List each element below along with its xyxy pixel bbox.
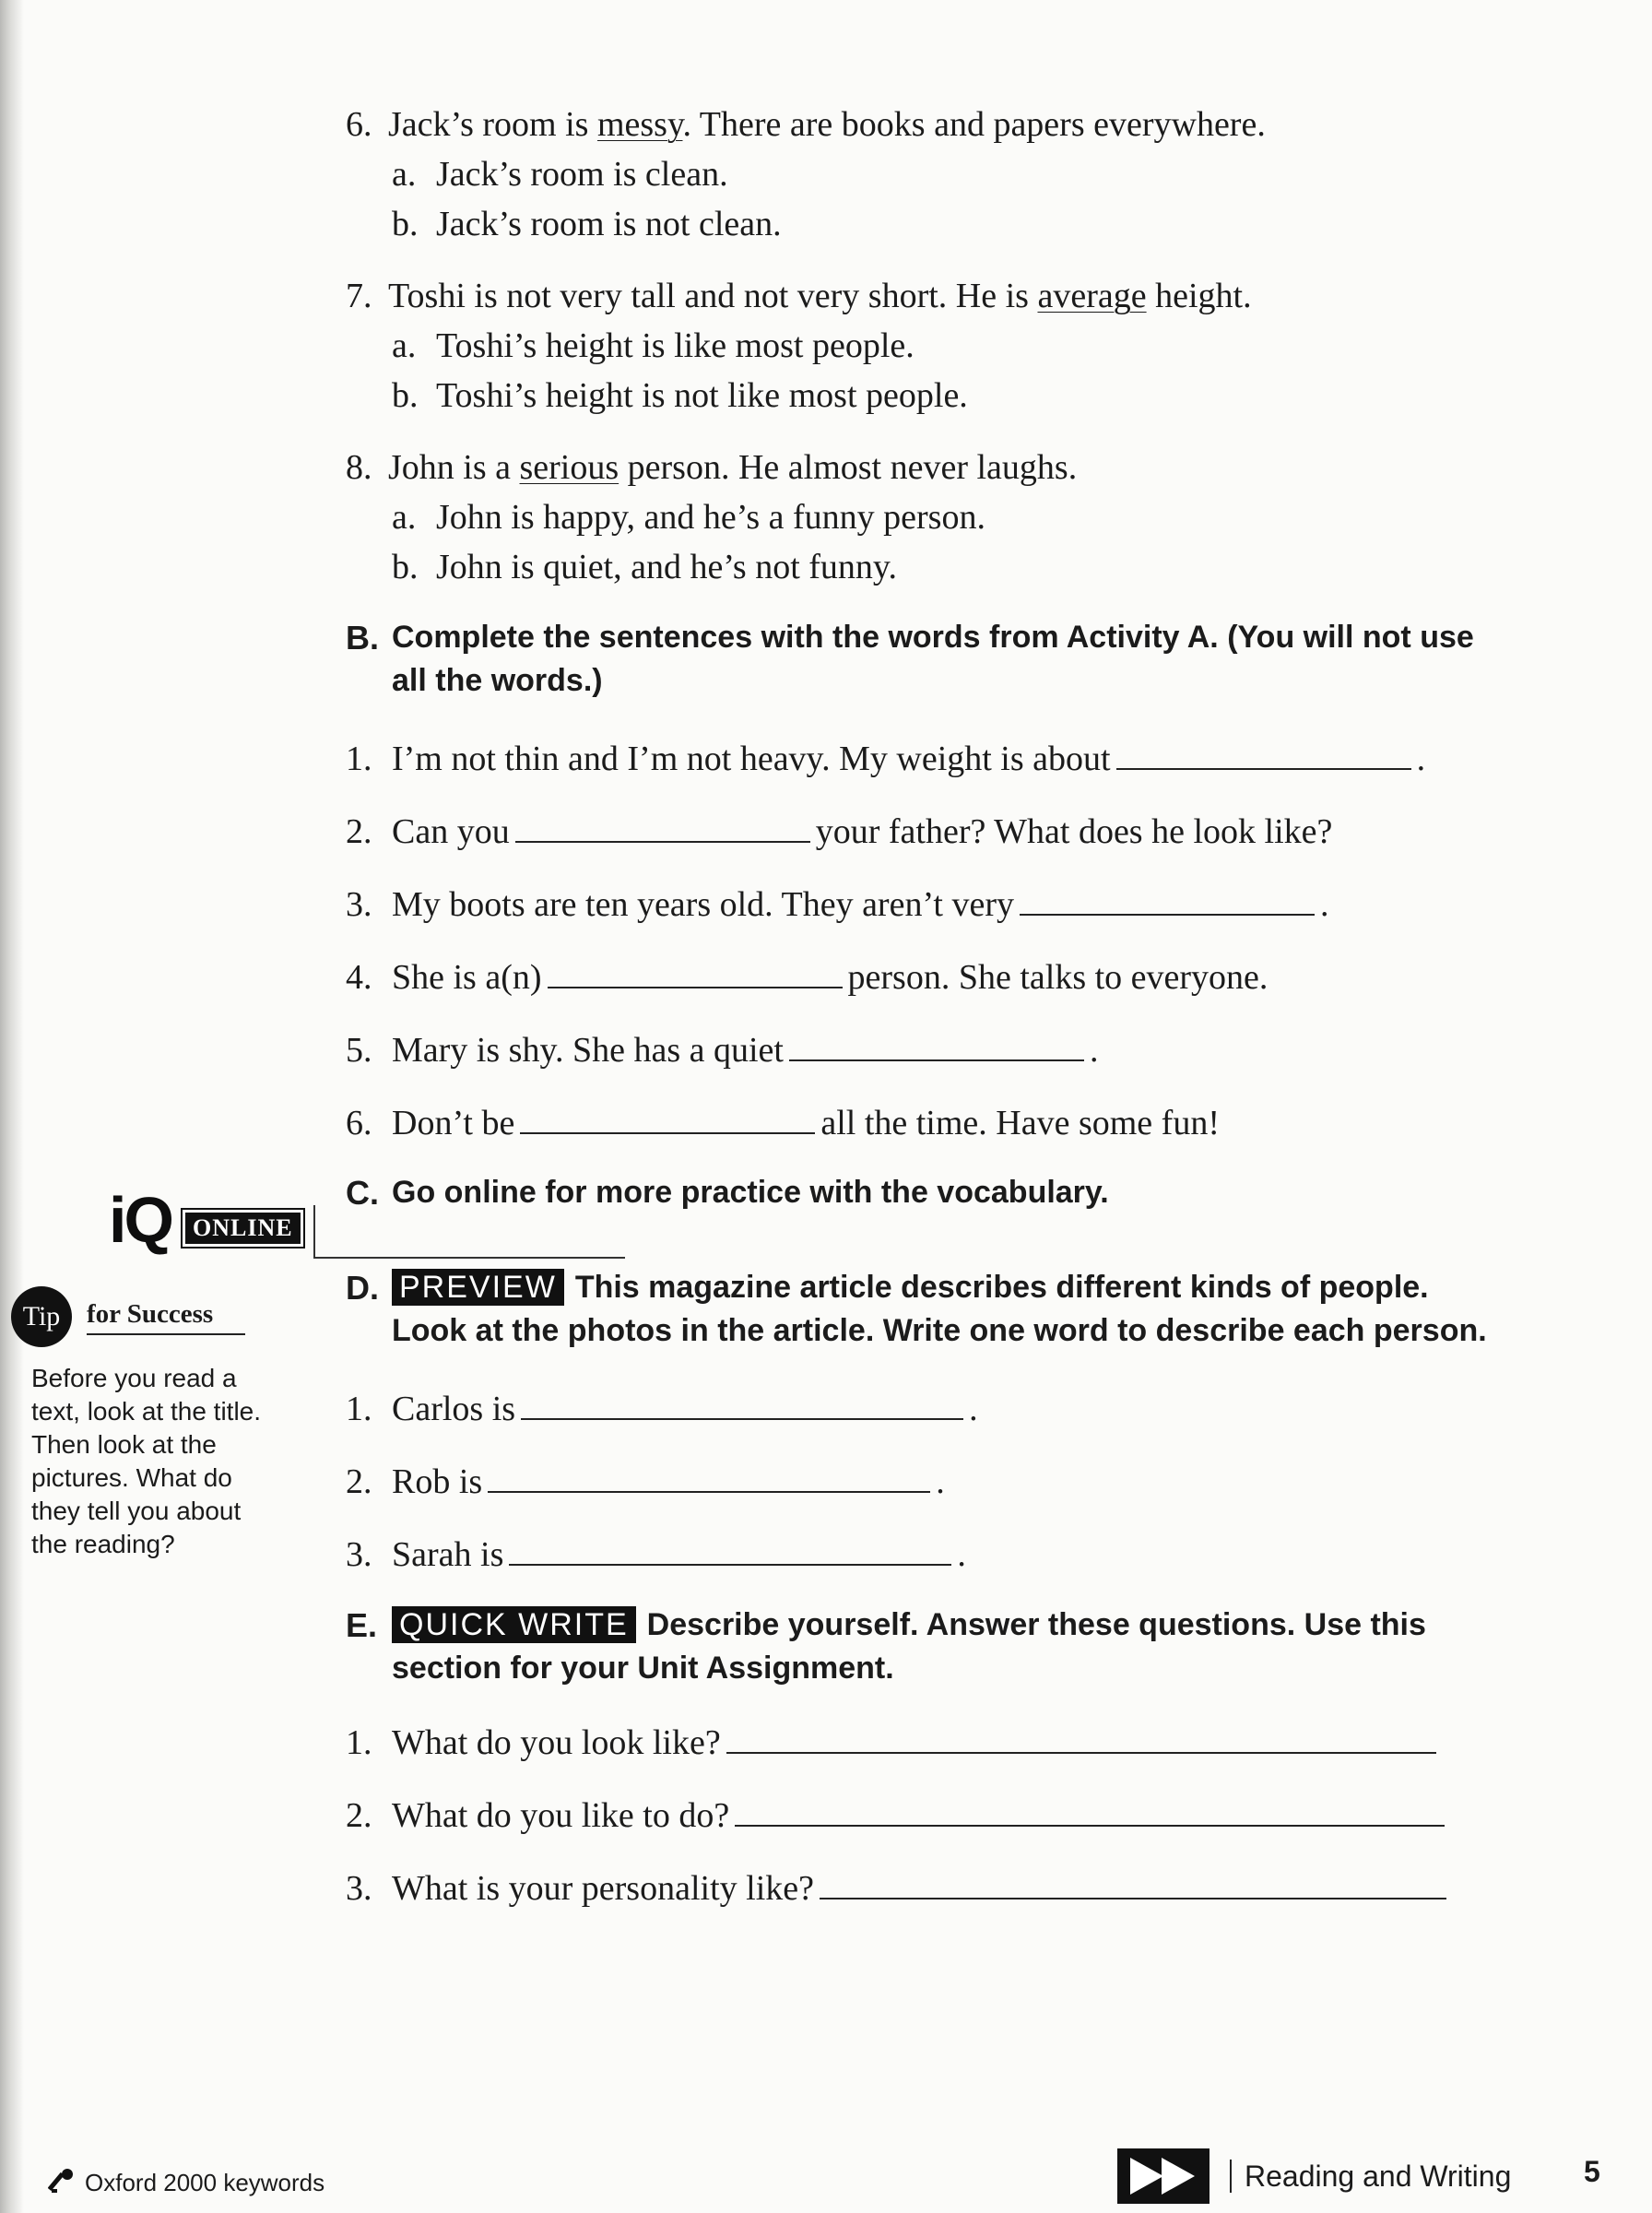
activity-instruction: Go online for more practice with the vocabulary.: [392, 1175, 1109, 1210]
option-a: [346, 149, 1498, 199]
answer-blank[interactable]: [789, 1028, 1084, 1061]
vocab-word-serious: serious: [519, 448, 620, 487]
option-b: [346, 199, 1498, 249]
answer-blank[interactable]: [521, 1387, 963, 1420]
iq-underline: [313, 1257, 625, 1259]
item-number: 1.: [346, 1723, 372, 1762]
answer-blank[interactable]: [520, 1101, 815, 1134]
online-label: ONLINE: [183, 1210, 303, 1247]
tip-title: for Success: [87, 1299, 245, 1335]
worksheet-content: [346, 100, 1498, 1936]
item-text: My boots are ten years old. They aren’t very: [392, 885, 1015, 924]
iq-online-badge: [109, 1185, 330, 1259]
activity-d-heading: [346, 1266, 1498, 1353]
tip-body: Before you read a text, look at the title. Then look at the pictures. What do they tell you about the reading?: [31, 1364, 262, 1558]
activity-d: [346, 1266, 1498, 1580]
answer-blank[interactable]: [1116, 737, 1411, 770]
activity-e-heading: [346, 1604, 1498, 1690]
item-text-end: all the time. Have some fun!: [820, 1104, 1220, 1142]
question-number: 8.: [346, 448, 372, 487]
answer-blank[interactable]: [488, 1460, 930, 1493]
activity-c: [346, 1171, 1498, 1214]
fill-in-item: [346, 880, 1498, 929]
vocab-question-8: [346, 443, 1498, 592]
item-text: Sarah is: [392, 1535, 504, 1574]
option-letter: a.: [392, 498, 417, 537]
option-a: [346, 492, 1498, 542]
fill-in-item: [346, 1384, 1498, 1434]
option-b: [346, 371, 1498, 420]
answer-line[interactable]: [735, 1793, 1445, 1827]
option-a: [346, 321, 1498, 371]
item-number: 2.: [346, 1796, 372, 1835]
question-item: [346, 1718, 1498, 1768]
item-text: Carlos is: [392, 1390, 516, 1428]
section-label: Reading and Writing: [1245, 2159, 1512, 2193]
vocab-word-messy: messy: [596, 105, 683, 144]
answer-blank[interactable]: [1020, 882, 1315, 916]
item-text-end: .: [969, 1390, 978, 1428]
item-text-end: .: [957, 1535, 966, 1574]
vocab-question-7: [346, 271, 1498, 420]
option-b: [346, 542, 1498, 592]
option-letter: a.: [392, 326, 417, 365]
item-number: 2.: [346, 812, 372, 851]
key-icon: [48, 2167, 76, 2198]
item-number: 2.: [346, 1462, 372, 1501]
activity-letter: D.: [346, 1269, 379, 1307]
option-text: Toshi’s height is like most people.: [436, 326, 914, 365]
question-text-end: person. He almost never laughs.: [619, 448, 1078, 487]
item-number: 4.: [346, 958, 372, 997]
item-text-end: person. She talks to everyone.: [847, 958, 1268, 997]
item-text: I’m not thin and I’m not heavy. My weight is about: [392, 740, 1111, 778]
answer-blank[interactable]: [509, 1533, 951, 1566]
item-text: She is a(n): [392, 958, 542, 997]
question-text-start: Toshi is not very tall and not very short. He is: [388, 277, 1038, 315]
preview-tag: PREVIEW: [392, 1269, 564, 1306]
activity-letter: B.: [346, 619, 379, 657]
activity-e: [346, 1604, 1498, 1913]
answer-blank[interactable]: [515, 810, 810, 843]
fast-forward-icon: [1117, 2148, 1210, 2204]
fill-in-item: [346, 1530, 1498, 1580]
fill-in-item: [346, 1457, 1498, 1507]
option-text: John is happy, and he’s a funny person.: [436, 498, 985, 537]
item-number: 5.: [346, 1031, 372, 1070]
iq-logo: iQ: [109, 1184, 171, 1256]
item-text-end: .: [1089, 1031, 1099, 1070]
question-text-start: John is a: [388, 448, 520, 487]
item-text: What do you like to do?: [392, 1796, 730, 1835]
option-letter: a.: [392, 155, 417, 194]
iq-divider: [313, 1205, 315, 1257]
item-text: What is your personality like?: [392, 1869, 814, 1908]
question-text-end: height.: [1146, 277, 1252, 315]
activity-letter: E.: [346, 1606, 378, 1644]
section-footer: [1117, 2148, 1511, 2204]
answer-line[interactable]: [726, 1721, 1436, 1754]
item-text: Mary is shy. She has a quiet: [392, 1031, 784, 1070]
item-text: Can you: [392, 812, 510, 851]
book-spine-shadow: [0, 0, 24, 2213]
footer-separator: [1230, 2160, 1232, 2193]
activity-instruction: Describe yourself. Answer these questions. Use this section for your Unit Assignment.: [392, 1607, 1426, 1686]
question-number: 7.: [346, 277, 372, 315]
fill-in-item: [346, 1025, 1498, 1075]
fill-in-item: [346, 1098, 1498, 1148]
activity-b: [346, 616, 1498, 1148]
fill-in-item: [346, 953, 1498, 1002]
question-text-end: . There are books and papers everywhere.: [682, 105, 1266, 144]
item-number: 3.: [346, 1869, 372, 1908]
page-number: 5: [1584, 2155, 1600, 2188]
quick-write-tag: QUICK WRITE: [392, 1606, 636, 1643]
item-number: 6.: [346, 1104, 372, 1142]
answer-blank[interactable]: [548, 955, 843, 988]
vocab-word-average: average: [1037, 277, 1147, 315]
keywords-label: Oxford 2000 keywords: [85, 2168, 325, 2196]
item-number: 1.: [346, 740, 372, 778]
question-text-start: Jack’s room is: [388, 105, 597, 144]
item-text-end: .: [936, 1462, 945, 1501]
activity-letter: C.: [346, 1174, 379, 1212]
vocab-question-6: [346, 100, 1498, 249]
item-number: 3.: [346, 885, 372, 924]
option-text: Toshi’s height is not like most people.: [436, 376, 968, 415]
activity-instruction: Complete the sentences with the words from Activity A. (You will not use all the words.): [392, 620, 1474, 698]
option-text: John is quiet, and he’s not funny.: [436, 548, 897, 586]
item-text: What do you look like?: [392, 1723, 721, 1762]
answer-line[interactable]: [820, 1866, 1446, 1899]
option-letter: b.: [392, 548, 419, 586]
item-text: Rob is: [392, 1462, 483, 1501]
tip-badge: Tip: [11, 1286, 72, 1347]
question-item: [346, 1864, 1498, 1913]
activity-instruction: This magazine article describes different kinds of people. Look at the photos in the article. Write one word to describe each person.: [392, 1270, 1487, 1348]
item-number: 1.: [346, 1390, 372, 1428]
fill-in-item: [346, 807, 1498, 857]
item-text-end: .: [1416, 740, 1426, 778]
activity-a-items: [346, 100, 1498, 592]
option-text: Jack’s room is not clean.: [436, 205, 782, 243]
item-text: Don’t be: [392, 1104, 515, 1142]
oxford-keywords-note: [48, 2167, 324, 2198]
question-item: [346, 1791, 1498, 1840]
fill-in-item: [346, 734, 1498, 784]
option-text: Jack’s room is clean.: [436, 155, 728, 194]
item-number: 3.: [346, 1535, 372, 1574]
question-number: 6.: [346, 105, 372, 144]
option-letter: b.: [392, 205, 419, 243]
item-text-end: .: [1320, 885, 1329, 924]
item-text-end: your father? What does he look like?: [815, 812, 1333, 851]
activity-b-heading: [346, 616, 1498, 703]
option-letter: b.: [392, 376, 419, 415]
